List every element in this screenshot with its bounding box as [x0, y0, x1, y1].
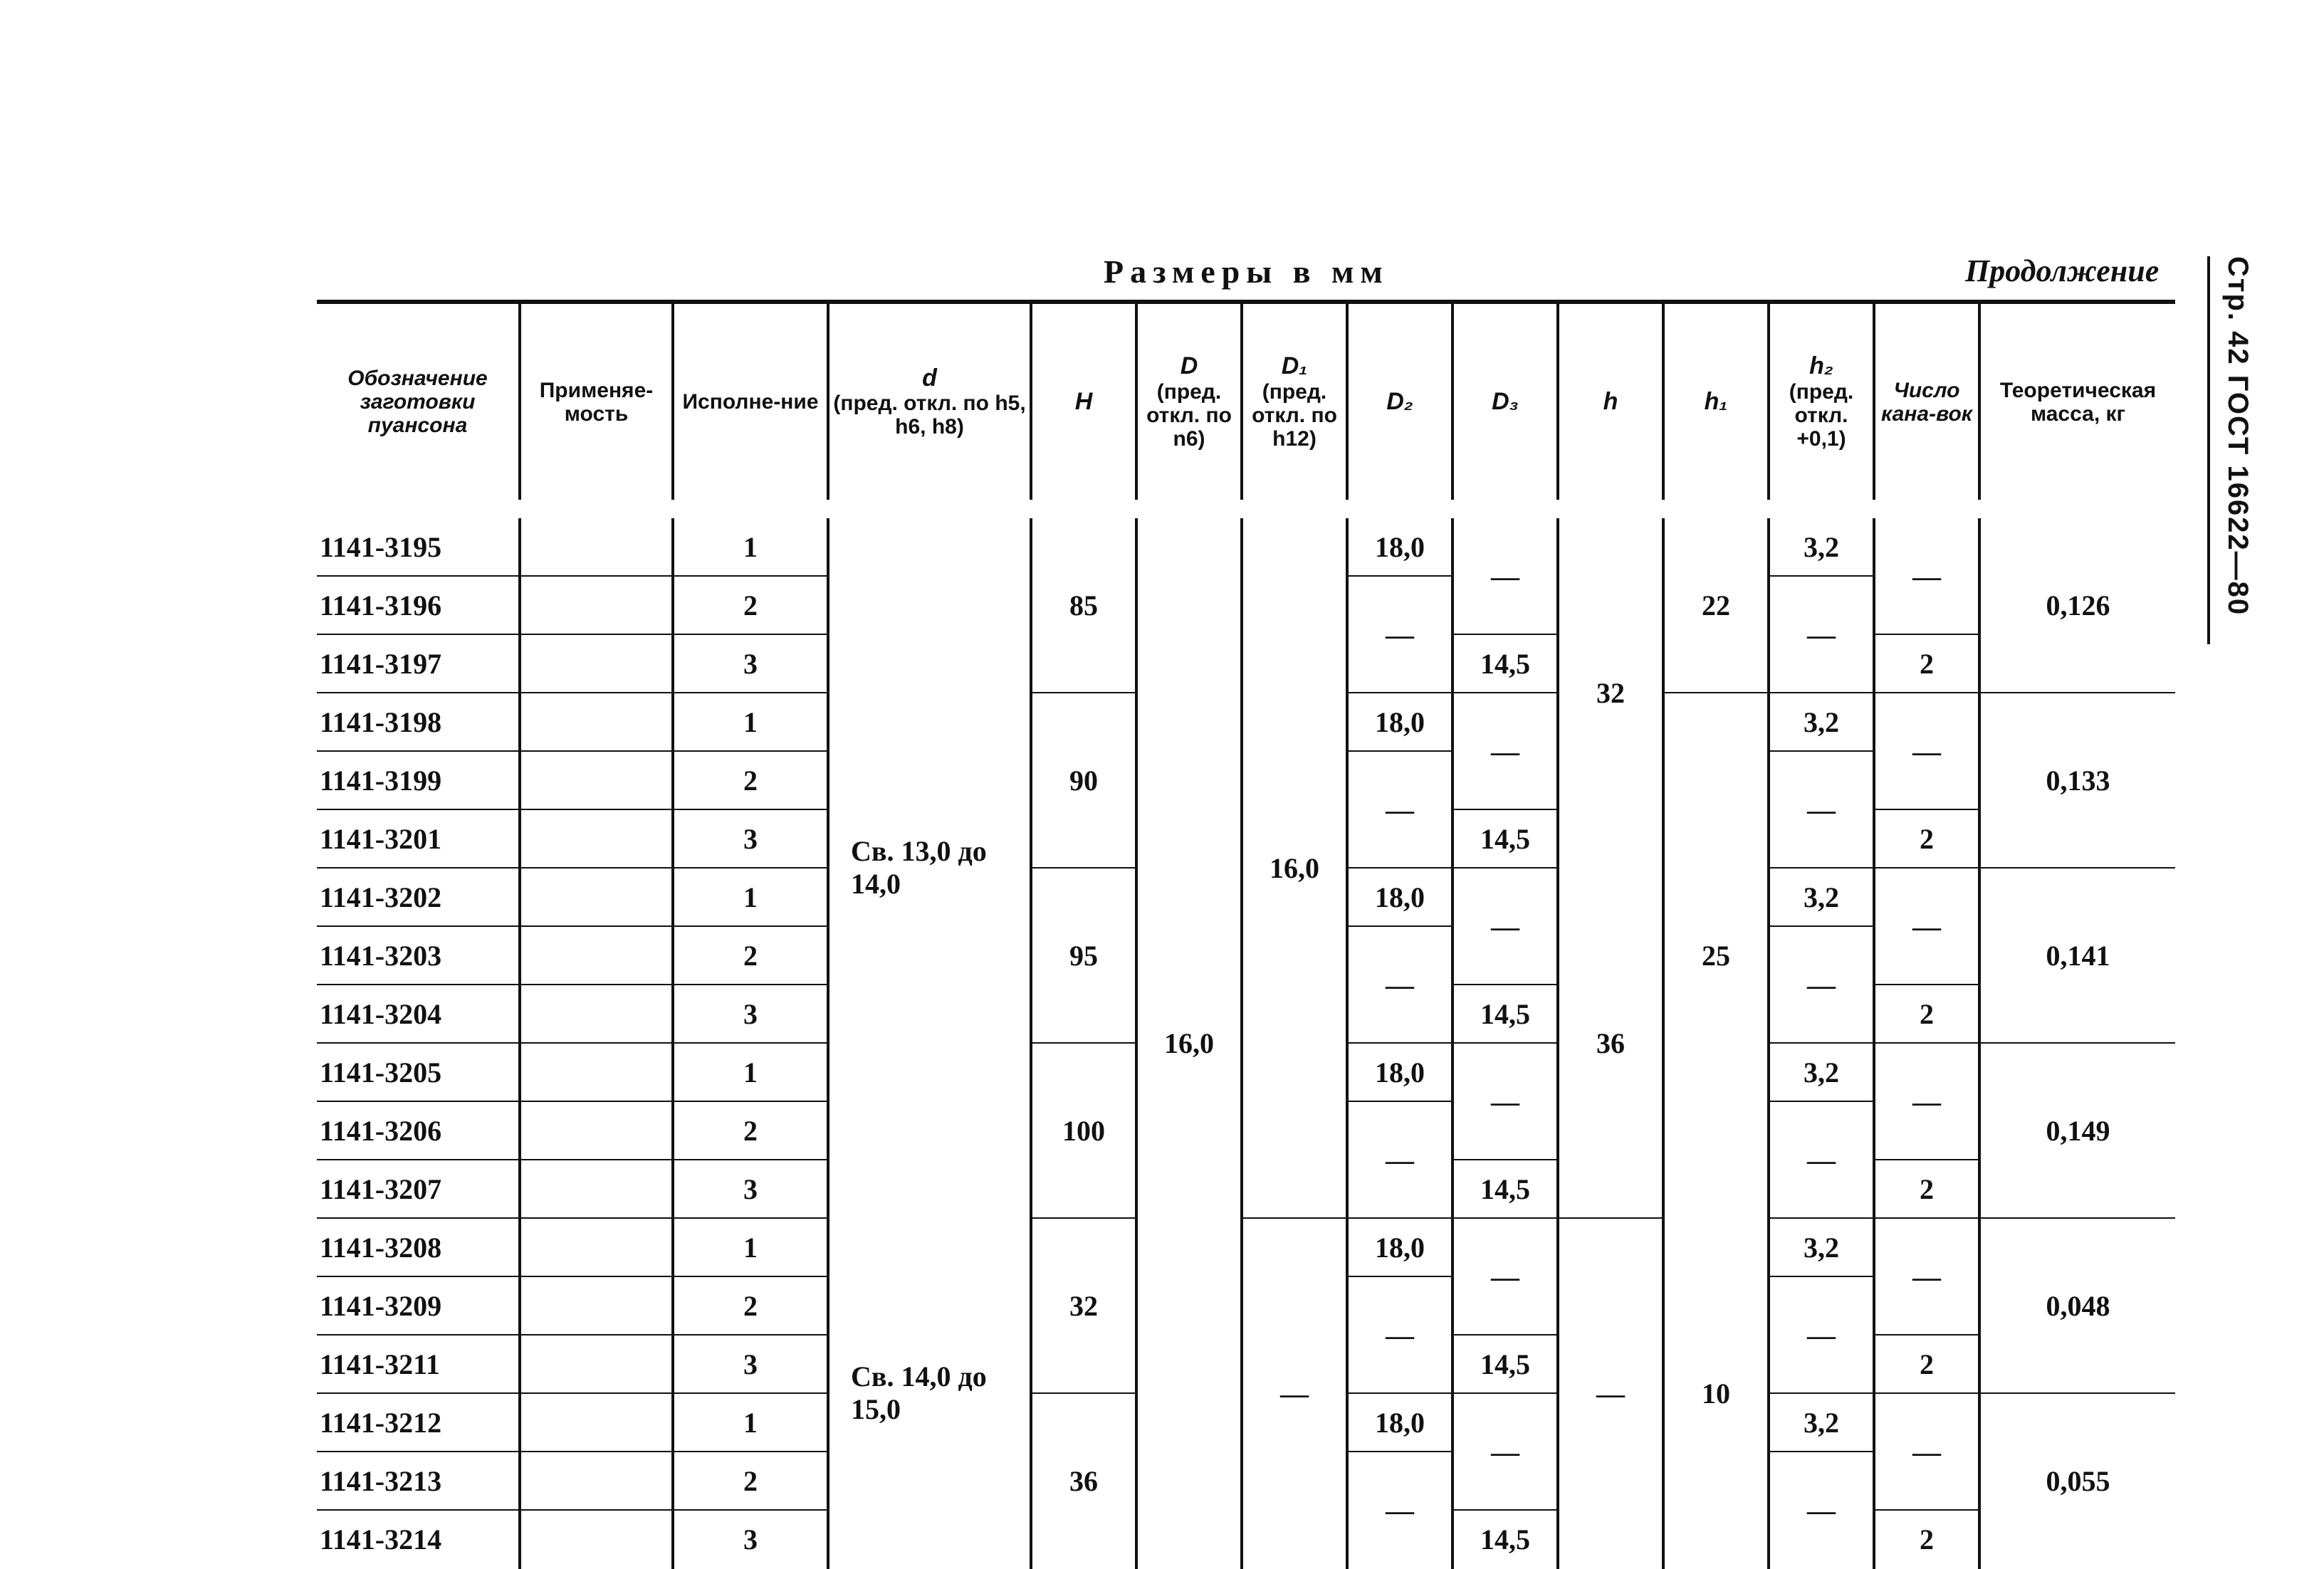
h2-cell: [1769, 926, 1874, 1043]
D2-cell: [1347, 926, 1452, 1043]
applicability-cell: [520, 985, 673, 1043]
H-cell: 95: [1031, 868, 1136, 1043]
version-cell: 1: [673, 1393, 828, 1452]
designation-cell: 1141-3208: [317, 1218, 520, 1276]
version-cell: 1: [673, 509, 828, 576]
applicability-cell: [520, 1452, 673, 1510]
table-caption: Размеры в мм: [1104, 253, 1389, 290]
version-cell: 2: [673, 576, 828, 634]
designation-cell: 1141-3195: [317, 509, 520, 576]
version-cell: 2: [673, 1452, 828, 1510]
version-cell: 1: [673, 693, 828, 751]
D2-cell: [1347, 1276, 1452, 1393]
D3-cell: [1452, 868, 1558, 985]
continuation-label: Продолжение: [1965, 253, 2160, 288]
D2-cell: 18,0: [1347, 868, 1452, 926]
version-cell: 2: [673, 1276, 828, 1335]
version-cell: 1: [673, 1043, 828, 1101]
D2-cell: 18,0: [1347, 509, 1452, 576]
h2-cell: 3,2: [1769, 1043, 1874, 1101]
header-version: Исполне-ние: [673, 302, 828, 509]
applicability-cell: [520, 926, 673, 985]
D2-cell: 18,0: [1347, 1043, 1452, 1101]
grooves-cell: [1874, 1043, 1979, 1160]
h1-cell: 10: [1663, 1218, 1769, 1568]
h1-cell: 25: [1663, 693, 1769, 1218]
H-cell: 36: [1031, 1393, 1136, 1568]
version-cell: 1: [673, 1218, 828, 1276]
designation-cell: 1141-3205: [317, 1043, 520, 1101]
grooves-cell: 2: [1874, 1510, 1979, 1568]
applicability-cell: [520, 1218, 673, 1276]
designation-cell: 1141-3198: [317, 693, 520, 751]
D2-cell: [1347, 751, 1452, 868]
d-range-cell: Св. 13,0 до 14,0: [828, 509, 1031, 1218]
version-cell: 3: [673, 985, 828, 1043]
version-cell: 3: [673, 1510, 828, 1568]
designation-cell: 1141-3203: [317, 926, 520, 985]
D1-cell: 16,0: [1242, 509, 1347, 1218]
designation-cell: 1141-3197: [317, 634, 520, 693]
designation-cell: 1141-3209: [317, 1276, 520, 1335]
header-h2: h₂ (пред. откл. +0,1): [1769, 302, 1874, 509]
h-cell: 32: [1558, 509, 1663, 868]
designation-cell: 1141-3204: [317, 985, 520, 1043]
dimensions-table: [317, 300, 2175, 1569]
designation-cell: 1141-3196: [317, 576, 520, 634]
D2-cell: [1347, 1452, 1452, 1568]
designation-cell: 1141-3206: [317, 1101, 520, 1160]
applicability-cell: [520, 1510, 673, 1568]
grooves-cell: 2: [1874, 634, 1979, 693]
D3-cell: [1452, 1218, 1558, 1335]
designation-cell: 1141-3201: [317, 809, 520, 868]
version-cell: 2: [673, 1101, 828, 1160]
D3-cell: 14,5: [1452, 1160, 1558, 1218]
h2-cell: [1769, 576, 1874, 693]
header-grooves: Число кана-вок: [1874, 302, 1979, 509]
D2-cell: [1347, 576, 1452, 693]
applicability-cell: [520, 1101, 673, 1160]
grooves-cell: 2: [1874, 1160, 1979, 1218]
applicability-cell: [520, 809, 673, 868]
header-D2: D₂: [1347, 302, 1452, 509]
D-cell: 16,0: [1136, 509, 1242, 1568]
designation-cell: 1141-3207: [317, 1160, 520, 1218]
applicability-cell: [520, 1043, 673, 1101]
designation-cell: 1141-3211: [317, 1335, 520, 1393]
h2-cell: 3,2: [1769, 868, 1874, 926]
applicability-cell: [520, 634, 673, 693]
header-D: D (пред. откл. по n6): [1136, 302, 1242, 509]
h2-cell: 3,2: [1769, 693, 1874, 751]
applicability-cell: [520, 1335, 673, 1393]
mass-cell: 0,133: [1979, 693, 2175, 868]
grooves-cell: 2: [1874, 1335, 1979, 1393]
H-cell: 90: [1031, 693, 1136, 868]
mass-cell: 0,055: [1979, 1393, 2175, 1568]
version-cell: 3: [673, 1335, 828, 1393]
D2-cell: 18,0: [1347, 1218, 1452, 1276]
version-cell: 3: [673, 809, 828, 868]
D3-cell: [1452, 509, 1558, 634]
applicability-cell: [520, 751, 673, 809]
applicability-cell: [520, 576, 673, 634]
mass-cell: 0,141: [1979, 868, 2175, 1043]
D2-cell: 18,0: [1347, 1393, 1452, 1452]
applicability-cell: [520, 1393, 673, 1452]
D2-cell: 18,0: [1347, 693, 1452, 751]
version-cell: 3: [673, 1160, 828, 1218]
header-applicability: Применяе-мость: [520, 302, 673, 509]
H-cell: 85: [1031, 509, 1136, 693]
header-d: d (пред. откл. по h5, h6, h8): [828, 302, 1031, 509]
D3-cell: 14,5: [1452, 634, 1558, 693]
header-h: h: [1558, 302, 1663, 509]
table-row: [317, 509, 2175, 576]
header-D1: D₁ (пред. откл. по h12): [1242, 302, 1347, 509]
grooves-cell: [1874, 868, 1979, 985]
mass-cell: 0,149: [1979, 1043, 2175, 1218]
version-cell: 2: [673, 751, 828, 809]
D3-cell: [1452, 693, 1558, 809]
applicability-cell: [520, 1160, 673, 1218]
table-row: [317, 1218, 2175, 1276]
header-h1: h₁: [1663, 302, 1769, 509]
grooves-cell: [1874, 693, 1979, 809]
grooves-cell: [1874, 1218, 1979, 1335]
grooves-cell: 2: [1874, 809, 1979, 868]
h2-cell: 3,2: [1769, 1393, 1874, 1452]
H-cell: 32: [1031, 1218, 1136, 1393]
applicability-cell: [520, 509, 673, 576]
version-cell: 3: [673, 634, 828, 693]
header-H: H: [1031, 302, 1136, 509]
designation-cell: 1141-3202: [317, 868, 520, 926]
mass-cell: 0,048: [1979, 1218, 2175, 1393]
version-cell: 1: [673, 868, 828, 926]
h-cell: 36: [1558, 868, 1663, 1218]
header-row: [317, 302, 2175, 509]
header-D3: D₃: [1452, 302, 1558, 509]
margin-rule: [2207, 256, 2210, 644]
d-range-cell: Св. 14,0 до 15,0: [828, 1218, 1031, 1568]
grooves-cell: [1874, 1393, 1979, 1510]
h2-cell: [1769, 1276, 1874, 1393]
D3-cell: [1452, 1043, 1558, 1160]
h-cell: [1558, 1218, 1663, 1568]
h2-cell: [1769, 751, 1874, 868]
D1-cell: [1242, 1218, 1347, 1568]
mass-cell: 0,126: [1979, 509, 2175, 693]
D3-cell: 14,5: [1452, 1335, 1558, 1393]
grooves-cell: 2: [1874, 985, 1979, 1043]
D3-cell: 14,5: [1452, 809, 1558, 868]
D3-cell: 14,5: [1452, 985, 1558, 1043]
D3-cell: [1452, 1393, 1558, 1510]
applicability-cell: [520, 868, 673, 926]
h2-cell: [1769, 1101, 1874, 1218]
grooves-cell: [1874, 509, 1979, 634]
h2-cell: 3,2: [1769, 1218, 1874, 1276]
header-designation: Обозначение заготовки пуансона: [317, 302, 520, 509]
header-mass: Теоретическая масса, кг: [1979, 302, 2175, 509]
h2-cell: [1769, 1452, 1874, 1568]
h2-cell: 3,2: [1769, 509, 1874, 576]
designation-cell: 1141-3212: [317, 1393, 520, 1452]
applicability-cell: [520, 693, 673, 751]
designation-cell: 1141-3199: [317, 751, 520, 809]
H-cell: 100: [1031, 1043, 1136, 1218]
D3-cell: 14,5: [1452, 1510, 1558, 1568]
h1-cell: 22: [1663, 509, 1769, 693]
applicability-cell: [520, 1276, 673, 1335]
version-cell: 2: [673, 926, 828, 985]
designation-cell: 1141-3213: [317, 1452, 520, 1510]
page-reference: Стр. 42 ГОСТ 16622—80: [2222, 256, 2254, 616]
D2-cell: [1347, 1101, 1452, 1218]
designation-cell: 1141-3214: [317, 1510, 520, 1568]
